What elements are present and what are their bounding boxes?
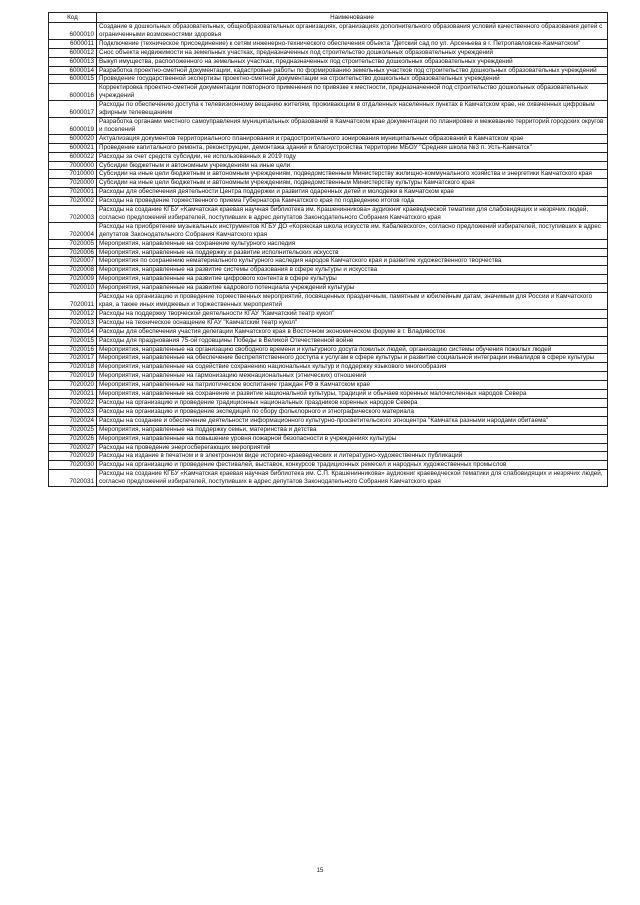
table-row [49, 461, 608, 470]
row-name: Разработка проектно-сметной документации, кадастровые работы по формированию земельных участков под строительство дошкольных образовательных учреждений [97, 66, 608, 75]
row-name: Мероприятия, направленные на поддержку и развитие исполнительских искусств [97, 248, 608, 257]
row-code: 6000013 [49, 57, 97, 66]
row-name: Расходы на издание в печатном и в электронном виде историко-краеведческих и литературно-художественных публикаций [97, 452, 608, 461]
table-row [49, 84, 608, 101]
row-name: Расходы для обеспечения деятельности Центра поддержки и развития одаренных детей и молодежи в Камчатском крае [97, 188, 608, 197]
row-code: 7020016 [49, 345, 97, 354]
table-row [49, 407, 608, 416]
table-row [49, 443, 608, 452]
row-code: 7000000 [49, 161, 97, 170]
row-name: Мероприятия, направленные на организацию свободного времени и культурного досуга пожилых людей, организацию системы обучения пожилых людей [97, 345, 608, 354]
row-name: Расходы на приобретение музыкальных инструментов КГБУ ДО «Корякская школа искусств им. Кабалевского», согласно предложений избирателей, поступивших в адрес депутатов Законодательного Собрания Камчатского края [97, 222, 608, 239]
table-row [49, 275, 608, 284]
row-name: Расходы за счет средств субсидии, не использованных в 2019 году [97, 152, 608, 161]
table-row [49, 39, 608, 48]
row-code: 7020012 [49, 309, 97, 318]
row-code: 7020026 [49, 434, 97, 443]
row-code: 7020002 [49, 197, 97, 206]
row-name: Расходы по обеспечению доступа к телевизионному вещанию жителям, проживающим в отдаленных населенных пунктах в Камчатском крае, не охваченных цифровым эфирным телевещанием [97, 101, 608, 118]
row-code: 6000014 [49, 66, 97, 75]
table-row [49, 354, 608, 363]
row-name: Расходы на поддержку творческой деятельности КГАУ "Камчатский театр кукол" [97, 309, 608, 318]
row-code: 7010000 [49, 170, 97, 179]
row-name: Субсидии бюджетным и автономным учреждениям на иные цели [97, 161, 608, 170]
row-name: Расходы на организацию и проведение торжественных мероприятий, посвященных праздничным, памятным и юбилейным датам, значимым для России и Камчатского края, а также иных имиджевых и торжественных мероприятий [97, 293, 608, 310]
row-code: 7020025 [49, 425, 97, 434]
row-name: Мероприятия, направленные на развитие цифрового контента в сфере культуры [97, 275, 608, 284]
table-row [49, 57, 608, 66]
row-name: Расходы на проведение энергосберегающих мероприятий [97, 443, 608, 452]
budget-codes-table [48, 12, 608, 487]
row-code: 7020020 [49, 381, 97, 390]
row-code: 7020010 [49, 284, 97, 293]
table-row [49, 416, 608, 425]
table-row [49, 390, 608, 399]
row-name: Расходы на организацию и проведение традиционных национальных праздников коренных народов Севера [97, 398, 608, 407]
row-code: 7020008 [49, 266, 97, 275]
table-row [49, 381, 608, 390]
table-row [49, 206, 608, 223]
table-row [49, 197, 608, 206]
table-row [49, 143, 608, 152]
row-code: 7020022 [49, 398, 97, 407]
row-code: 7020024 [49, 416, 97, 425]
table-row [49, 434, 608, 443]
header-code: Код [49, 13, 97, 23]
table-body [49, 23, 608, 487]
row-name: Мероприятия по сохранению нематериального культурного наследия народов Камчатского края и развитие художественного творчества [97, 257, 608, 266]
table-row [49, 170, 608, 179]
row-name: Субсидии на иные цели бюджетным и автономным учреждениям, подведомственным Министерству культуры Камчатского края [97, 179, 608, 188]
table-row [49, 75, 608, 84]
row-name: Расходы на создание и обеспечение деятельности информационного культурно-просветительского этноцентра "Камчатка разными народами обитаема" [97, 416, 608, 425]
table-row [49, 248, 608, 257]
table-row [49, 117, 608, 134]
table-row [49, 398, 608, 407]
table-row [49, 48, 608, 57]
row-name: Снос объекта недвижимости на земельных участках, предназначенных под строительство дошкольных образовательных учреждений [97, 48, 608, 57]
row-code: 7020017 [49, 354, 97, 363]
row-code: 7020009 [49, 275, 97, 284]
row-code: 7020030 [49, 461, 97, 470]
table-row [49, 222, 608, 239]
table-row [49, 318, 608, 327]
row-code: 6000017 [49, 101, 97, 118]
row-code: 6000020 [49, 134, 97, 143]
row-code: 7020014 [49, 327, 97, 336]
row-name: Мероприятия, направленные на развитие системы образования в сфере культуры и искусства [97, 266, 608, 275]
document-sheet [48, 12, 608, 487]
table-header-row [49, 13, 608, 23]
row-name: Проведение капитального ремонта, реконструкции, демонтажа зданий и благоустройства территории МБОУ "Средняя школа №3 п. Усть-Камчатск" [97, 143, 608, 152]
table-row [49, 239, 608, 248]
row-code: 6000016 [49, 84, 97, 101]
row-name: Актуализация документов территориального планирования и градостроительного зонирования муниципальных образований в Камчатском крае [97, 134, 608, 143]
table-row [49, 372, 608, 381]
row-name: Мероприятия, направленные на обеспечение беспрепятственного доступа к услугам в сфере культуры и развитие социальной интеграции инвалидов в сфере культуры [97, 354, 608, 363]
row-code: 7020015 [49, 336, 97, 345]
row-code: 7020013 [49, 318, 97, 327]
row-code: 7020000 [49, 179, 97, 188]
row-code: 7020029 [49, 452, 97, 461]
row-code: 6000019 [49, 117, 97, 134]
table-row [49, 309, 608, 318]
row-name: Расходы на создание КГБУ «Камчатская краевая научная библиотека им. Крашенинникова» аудиокниг краеведческой тематики для слабовидящих и незрячих людей, согласно предложений избирателей, поступивших в адрес депутатов Законодательного Собрания Камчатского края [97, 206, 608, 223]
row-name: Мероприятия, направленные на поддержку семьи, материнства и детства [97, 425, 608, 434]
table-row [49, 66, 608, 75]
row-name: Субсидии на иные цели бюджетным и автономным учреждениям, подведомственным Министерству жилищно-коммунального хозяйства и энергетики Камчатского края [97, 170, 608, 179]
row-name: Выкуп имущества, расположенного на земельных участках, предназначенных под строительство дошкольных образовательных учреждений [97, 57, 608, 66]
table-row [49, 425, 608, 434]
row-code: 7020021 [49, 390, 97, 399]
row-name: Разработка органами местного самоуправления муниципальных образований в Камчатском крае документации по планировке и межеванию территорий городских округов и поселений [97, 117, 608, 134]
row-code: 6000022 [49, 152, 97, 161]
table-row [49, 363, 608, 372]
row-name: Мероприятия, направленные на развитие кадрового потенциала учреждений культуры [97, 284, 608, 293]
row-name: Корректировка проектно-сметной документации повторного применения по привязке к местности, предназначенной под строительство дошкольных образовательных учреждений [97, 84, 608, 101]
table-row [49, 101, 608, 118]
row-code: 7020027 [49, 443, 97, 452]
row-name: Мероприятия, направленные на повышение уровня пожарной безопасности в учреждениях культуры [97, 434, 608, 443]
row-name: Мероприятия, направленные на сохранение культурного наследия [97, 239, 608, 248]
row-name: Расходы на техническое оснащение КГАУ "Камчатский театр кукол" [97, 318, 608, 327]
row-name: Расходы на создание КГБУ «Камчатская краевая научная библиотека им. С.П. Крашенинникова» аудиокниг краеведческой тематики для слабовидящих и незрячих людей, согласно предложений избирателей, поступивших в адрес депутатов Законодательного Собрания Камчатского края [97, 470, 608, 487]
row-code: 6000021 [49, 143, 97, 152]
row-name: Расходы на организацию и проведение фестивалей, выставок, конкурсов традиционных ремесел и народных художественных промыслов [97, 461, 608, 470]
table-row [49, 257, 608, 266]
row-code: 7020018 [49, 363, 97, 372]
row-name: Создание в дошкольных образовательных, общеобразовательных организациях, организациях дополнительного образования условий качественного образования детей с ограниченными возможностями здоровья [97, 23, 608, 40]
row-name: Подключение (техническое присоединение) к сетям инженерно-технического обеспечения объекта "Детский сад по ул. Арсеньева в г. Петропавловске-Камчатском" [97, 39, 608, 48]
table-row [49, 345, 608, 354]
row-code: 7020007 [49, 257, 97, 266]
table-row [49, 188, 608, 197]
table-row [49, 470, 608, 487]
table-row [49, 152, 608, 161]
row-code: 6000011 [49, 39, 97, 48]
row-name: Расходы на организацию и проведение экспедиций по сбору фольклорного и этнографического материала [97, 407, 608, 416]
row-code: 6000010 [49, 23, 97, 40]
table-row [49, 452, 608, 461]
row-name: Расходы на проведение торжественного приема Губернатора Камчатского края по подведению итогов года [97, 197, 608, 206]
row-code: 7020003 [49, 206, 97, 223]
row-code: 7020004 [49, 222, 97, 239]
row-name: Мероприятия, направленные на содействие сохранению национальных культур и поддержку языкового многообразия [97, 363, 608, 372]
row-code: 7020011 [49, 293, 97, 310]
table-row [49, 134, 608, 143]
table-row [49, 336, 608, 345]
table-row [49, 284, 608, 293]
row-code: 6000012 [49, 48, 97, 57]
row-code: 7020005 [49, 239, 97, 248]
row-code: 7020019 [49, 372, 97, 381]
row-code: 7020023 [49, 407, 97, 416]
row-name: Мероприятия, направленные на патриотическое воспитание граждан РФ в Камчатском крае [97, 381, 608, 390]
row-code: 7020031 [49, 470, 97, 487]
page-number: 15 [316, 868, 324, 874]
row-name: Расходы для празднования 75-ой годовщины Победы в Великой Отечественной войне [97, 336, 608, 345]
row-code: 6000015 [49, 75, 97, 84]
row-name: Мероприятия, направленные на гармонизацию межнациональных (этнических) отношений [97, 372, 608, 381]
table-row [49, 179, 608, 188]
row-code: 7020001 [49, 188, 97, 197]
table-row [49, 23, 608, 40]
table-row [49, 327, 608, 336]
table-row [49, 293, 608, 310]
table-row [49, 266, 608, 275]
row-name: Проведение государственной экспертизы проектно-сметной документации на строительство дошкольных образовательных учреждений [97, 75, 608, 84]
row-name: Мероприятия, направленные на сохранение и развитие национальной культуры, традиций и обычаев коренных малочисленных народов Севера [97, 390, 608, 399]
table-row [49, 161, 608, 170]
row-name: Расходы для обеспечения участия делегации Камчатского края в Восточном экономическом форуме в г. Владивосток [97, 327, 608, 336]
header-name: Наименование [97, 13, 608, 23]
row-code: 7020006 [49, 248, 97, 257]
